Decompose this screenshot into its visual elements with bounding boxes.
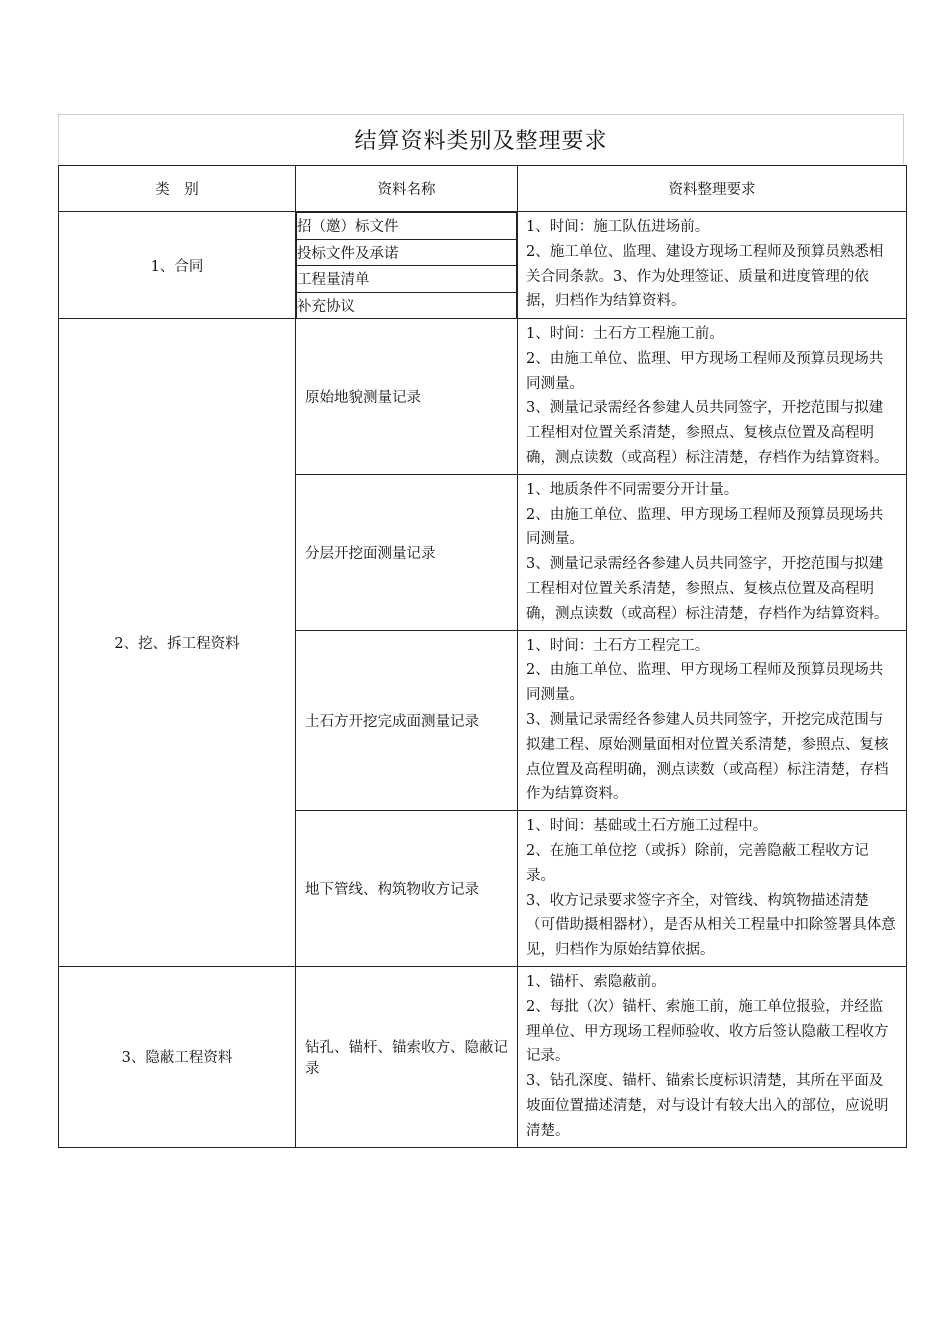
list-item: 补充协议 <box>297 292 517 318</box>
requirement-line: 1、锚杆、索隐蔽前。 <box>526 973 666 990</box>
requirement-cell <box>518 811 907 967</box>
requirement-line: 1、时间：基础或土石方施工过程中。 <box>526 818 768 835</box>
requirement-line: 2、由施工单位、监理、甲方现场工程师及预算员现场共同测量。 <box>526 506 884 548</box>
requirement-line: 3、测量记录需经各参建人员共同签字，开挖范围与拟建工程相对位置关系清楚，参照点、复核点位置及高程明确，测点读数（或高程）标注清楚，存档作为结算资料。 <box>526 556 889 622</box>
table-row <box>59 212 907 319</box>
requirement-line: 1、地质条件不同需要分开计量。 <box>526 481 739 498</box>
requirement-line: 2、在施工单位挖（或拆）除前，完善隐蔽工程收方记录。 <box>526 842 869 884</box>
requirement-line: 1、时间：土石方工程完工。 <box>526 637 710 654</box>
name-cell: 地下管线、构筑物收方记录 <box>296 811 518 967</box>
category-cell: 3、隐蔽工程资料 <box>59 966 296 1147</box>
requirement-cell <box>518 630 907 811</box>
table-row <box>59 319 907 475</box>
requirement-line: 1、时间：施工队伍进场前。 <box>526 219 710 235</box>
name-cell: 原始地貌测量记录 <box>296 319 518 475</box>
name-cell: 分层开挖面测量记录 <box>296 474 518 630</box>
header-category: 类 别 <box>59 166 296 212</box>
list-item: 招（邀）标文件 <box>297 213 517 240</box>
requirement-line: 2、由施工单位、监理、甲方现场工程师及预算员现场共同测量。 <box>526 662 884 704</box>
header-name: 资料名称 <box>296 166 518 212</box>
list-item: 工程量清单 <box>297 266 517 293</box>
settlement-table <box>58 165 907 1148</box>
requirement-line: 3、钻孔深度、锚杆、锚索长度标识清楚，其所在平面及坡面位置描述清楚，对与设计有较大出入的部位，应说明清楚。 <box>526 1073 889 1139</box>
header-row <box>59 166 907 212</box>
list-item: 投标文件及承诺 <box>297 239 517 266</box>
requirement-cell <box>518 474 907 630</box>
requirement-line: 1、时间：土石方工程施工前。 <box>526 326 724 342</box>
category-cell: 2、挖、拆工程资料 <box>59 319 296 967</box>
requirement-line: 3、测量记录需经各参建人员共同签字，开挖完成范围与拟建工程、原始测量面相对位置关系清楚，参照点、复核点位置及高程明确，测点读数（或高程）标注清楚，存档作为结算资料。 <box>526 711 889 803</box>
requirement-line: 2、由施工单位、监理、甲方现场工程师及预算员现场共同测量。 <box>526 350 884 392</box>
document-title-box <box>58 114 904 164</box>
requirement-line: 2、每批（次）锚杆、索施工前，施工单位报验，并经监理单位、甲方现场工程师验收、收方后签认隐蔽工程收方记录。 <box>526 998 889 1065</box>
requirement-line: 2、施工单位、监理、建设方现场工程师及预算员熟悉相关合同条款。3、作为处理签证、质量和进度管理的依据，归档作为结算资料。 <box>526 243 884 310</box>
name-cell: 钻孔、锚杆、锚索收方、隐蔽记录 <box>296 966 518 1147</box>
name-list <box>296 212 517 318</box>
requirement-cell <box>518 319 907 475</box>
requirement-line: 3、测量记录需经各参建人员共同签字，开挖范围与拟建工程相对位置关系清楚，参照点、复核点位置及高程明确，测点读数（或高程）标注清楚，存档作为结算资料。 <box>526 400 889 466</box>
name-cell: 土石方开挖完成面测量记录 <box>296 630 518 811</box>
requirement-cell <box>518 212 907 319</box>
requirement-line: 3、收方记录要求签字齐全，对管线、构筑物描述清楚（可借助摄相器材），是否从相关工程量中扣除签署具体意见，归档作为原始结算依据。 <box>526 892 896 959</box>
name-cell <box>296 212 518 319</box>
document-title: 结算资料类别及整理要求 <box>354 129 608 154</box>
table-row <box>59 966 907 1147</box>
header-requirement: 资料整理要求 <box>518 166 907 212</box>
category-cell: 1、合同 <box>59 212 296 319</box>
requirement-cell <box>518 966 907 1147</box>
